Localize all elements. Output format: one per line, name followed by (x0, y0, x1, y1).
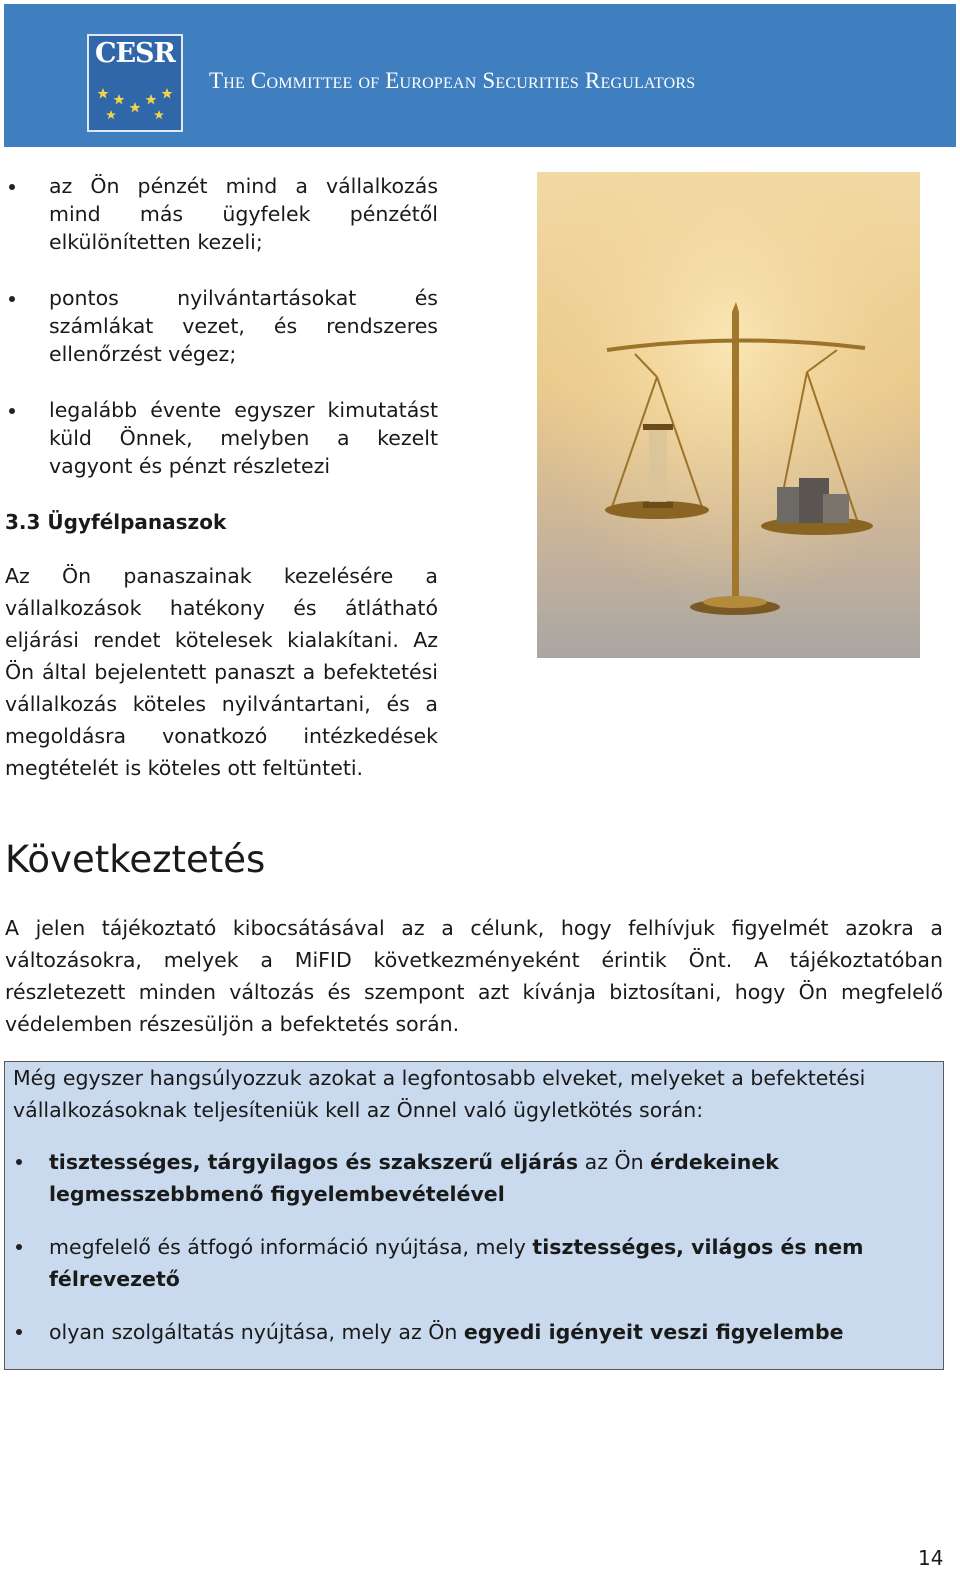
list-item (5, 172, 438, 256)
bullet-icon (9, 408, 15, 414)
logo-text: CESR (94, 38, 175, 69)
principles-list (5, 1146, 935, 1369)
bullet-icon (9, 296, 15, 302)
bullet-icon (9, 184, 15, 190)
list-item-text: az Ön pénzét mind a vállalkozás mind más ügyfelek pénzétől elkülönítetten kezeli; (49, 174, 438, 254)
list-item (5, 284, 438, 368)
bullet-icon (16, 1244, 22, 1250)
page-number: 14 (918, 1546, 944, 1570)
eu-stars-icon (89, 80, 181, 130)
bullet-icon (16, 1159, 22, 1165)
conclusion-heading: Következtetés (5, 838, 266, 881)
cesr-logo (87, 34, 183, 132)
principles-box (4, 1061, 944, 1370)
list-item (5, 1231, 935, 1295)
principle-text: olyan szolgáltatás nyújtása, mely az Ön (49, 1320, 464, 1344)
left-bullet-list (5, 172, 438, 480)
principle-bold-text: érdekeinek legmesszebbmenő figyelembevételével (49, 1150, 779, 1206)
principle-text: megfelelő és átfogó információ nyújtása, mely (49, 1235, 533, 1259)
principle-bold-text: egyedi igényeit veszi figyelembe (463, 1320, 844, 1344)
principles-intro: Még egyszer hangsúlyozzuk azokat a legfontosabb elveket, melyeket a befektetési vállalkozásoknak teljesíteniük kell az Önnel való ügyletkötés során: (13, 1066, 866, 1122)
list-item (5, 1316, 935, 1348)
bullet-icon (16, 1329, 22, 1335)
left-bullet-list-container (5, 172, 438, 508)
list-item-text: legalább évente egyszer kimutatást küld Önnek, melyben a kezelt vagyont és pénzt részletezi (49, 398, 438, 478)
list-item (5, 396, 438, 480)
principle-bold-text: tisztességes, világos és nem félrevezető (49, 1235, 864, 1291)
balance-scale-photo (537, 172, 920, 658)
principle-text: az Ön (578, 1150, 651, 1174)
header-banner (4, 4, 956, 147)
section-paragraph: Az Ön panaszainak kezelésére a vállalkozások hatékony és átlátható eljárási rendet kötelesek kialakítani. Az Ön által bejelentett panaszt a befektetési vállalkozás köteles nyilvántartani, és a megoldásra vonatkozó intézkedések megtételét is köteles ott feltünteti. (5, 564, 438, 780)
list-item-text: pontos nyilvántartásokat és számlákat vezet, és rendszeres ellenőrzést végez; (49, 286, 438, 366)
conclusion-paragraph: A jelen tájékoztató kibocsátásával az a célunk, hogy felhívjuk figyelmét azokra a változásokra, melyek a MiFID következményeként érintik Önt. A tájékoztatóban részletezett minden változás és szempont azt kívánja biztosítani, hogy Ön megfelelő védelemben részesüljön a befektetés során. (5, 916, 943, 1036)
section-heading: 3.3 Ügyfélpanaszok (5, 510, 227, 534)
organization-name: The Committee of European Securities Regulators (209, 68, 696, 93)
list-item (5, 1146, 935, 1210)
principle-bold-text: tisztességes, tárgyilagos és szakszerű eljárás (49, 1150, 579, 1174)
